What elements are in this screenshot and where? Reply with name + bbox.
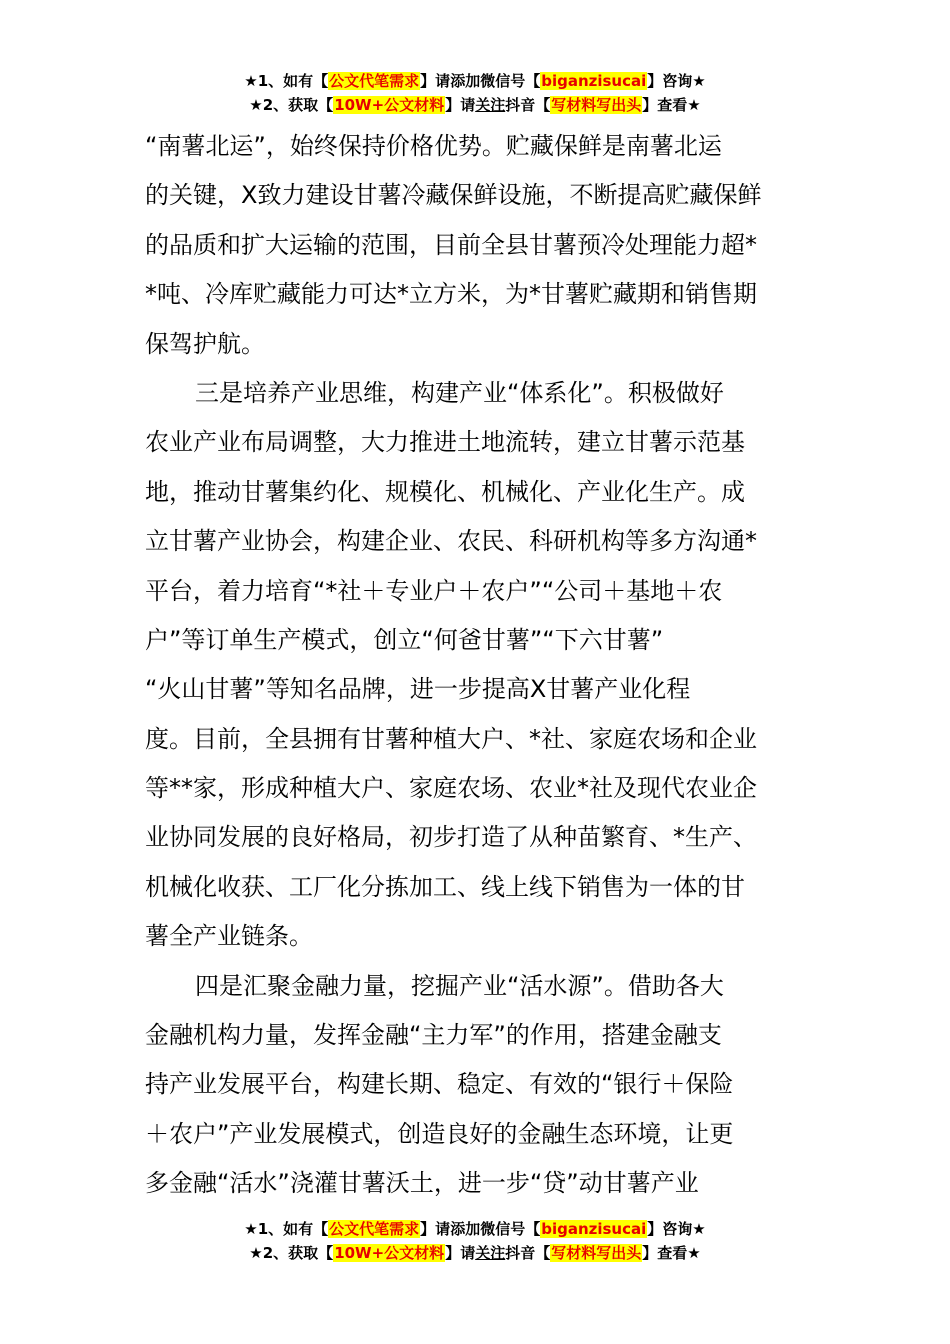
highlight-text: 写材料写出头 [551, 96, 642, 114]
banner-text: 】请 [445, 1244, 476, 1262]
body-line: 保驾护航。 [145, 329, 265, 358]
banner-text: 】咨询★ [647, 72, 706, 90]
highlight-text: biganzisucai [541, 72, 647, 90]
banner-text: 】咨询★ [647, 1220, 706, 1238]
body-line: 金融机构力量，发挥金融“主力军”的作用，搭建金融支 [145, 1021, 722, 1050]
body-line: *吨、冷库贮藏能力可达*立方米，为*甘薯贮藏期和销售期 [145, 280, 757, 309]
banner-text: 抖音【 [505, 96, 551, 114]
banner-text: 】查看★ [642, 1244, 701, 1262]
banner-text: ★1、如有【 [244, 1220, 329, 1238]
body-line: 等**家，形成种植大户、家庭农场、农业*社及现代农业企 [145, 774, 757, 803]
highlight-text: biganzisucai [541, 1220, 647, 1238]
body-line: 户”等订单生产模式，创立“何爸甘薯”“下六甘薯” [145, 625, 664, 654]
emphasis-text: 添加 [450, 1220, 481, 1238]
emphasis-text: 添加 [450, 72, 481, 90]
emphasis-text: 关注 [475, 96, 506, 114]
highlight-text: 写材料写出头 [551, 1244, 642, 1262]
body-line: 农业产业布局调整，大力推进土地流转，建立甘薯示范基 [145, 428, 745, 457]
body-line: 立甘薯产业协会，构建企业、农民、科研机构等多方沟通* [145, 527, 757, 556]
banner-text: ★2、获取【 [249, 96, 334, 114]
body-line: 三是培养产业思维，构建产业“体系化”。积极做好 [195, 378, 724, 407]
footer-banner [0, 1218, 950, 1266]
banner-text: ★2、获取【 [249, 1244, 334, 1262]
header-line-2 [0, 94, 950, 118]
banner-text: ★1、如有【 [244, 72, 329, 90]
document-body [145, 122, 810, 1209]
footer-line-1 [0, 1218, 950, 1242]
body-line: 机械化收获、工厂化分拣加工、线上线下销售为一体的甘 [145, 872, 745, 901]
body-line: 平台，着力培育“*社＋专业户＋农户”“公司＋基地＋农 [145, 576, 723, 605]
body-line: 多金融“活水”浇灌甘薯沃土，进一步“贷”动甘薯产业 [145, 1169, 699, 1198]
highlight-text: 10W+公文材料 [334, 96, 445, 114]
body-line: ＋农户”产业发展模式，创造良好的金融生态环境，让更 [145, 1119, 734, 1148]
body-line: 度。目前，全县拥有甘薯种植大户、*社、家庭农场和企业 [145, 724, 757, 753]
header-line-1 [0, 70, 950, 94]
body-line: 地，推动甘薯集约化、规模化、机械化、产业化生产。成 [145, 477, 745, 506]
banner-text: 微信号【 [480, 1220, 541, 1238]
banner-text: 】请 [420, 72, 451, 90]
banner-text: 】请 [445, 96, 476, 114]
body-line: 的关键，X致力建设甘薯冷藏保鲜设施，不断提高贮藏保鲜 [145, 181, 762, 210]
banner-text: 】请 [420, 1220, 451, 1238]
body-line: 四是汇聚金融力量，挖掘产业“活水源”。借助各大 [195, 971, 724, 1000]
body-line: “火山甘薯”等知名品牌，进一步提高X甘薯产业化程 [145, 675, 691, 704]
highlight-text: 公文代笔需求 [329, 1220, 420, 1238]
highlight-text: 10W+公文材料 [334, 1244, 445, 1262]
banner-text: 】查看★ [642, 96, 701, 114]
body-line: 薯全产业链条。 [145, 922, 313, 951]
body-line: 持产业发展平台，构建长期、稳定、有效的“银行＋保险 [145, 1070, 734, 1099]
highlight-text: 公文代笔需求 [329, 72, 420, 90]
header-banner [0, 70, 950, 118]
footer-line-2 [0, 1242, 950, 1266]
body-line: 的品质和扩大运输的范围，目前全县甘薯预冷处理能力超* [145, 230, 757, 259]
emphasis-text: 关注 [475, 1244, 506, 1262]
banner-text: 微信号【 [480, 72, 541, 90]
body-line: 业协同发展的良好格局，初步打造了从种苗繁育、*生产、 [145, 823, 757, 852]
banner-text: 抖音【 [505, 1244, 551, 1262]
body-line: “南薯北运”，始终保持价格优势。贮藏保鲜是南薯北运 [145, 132, 722, 160]
